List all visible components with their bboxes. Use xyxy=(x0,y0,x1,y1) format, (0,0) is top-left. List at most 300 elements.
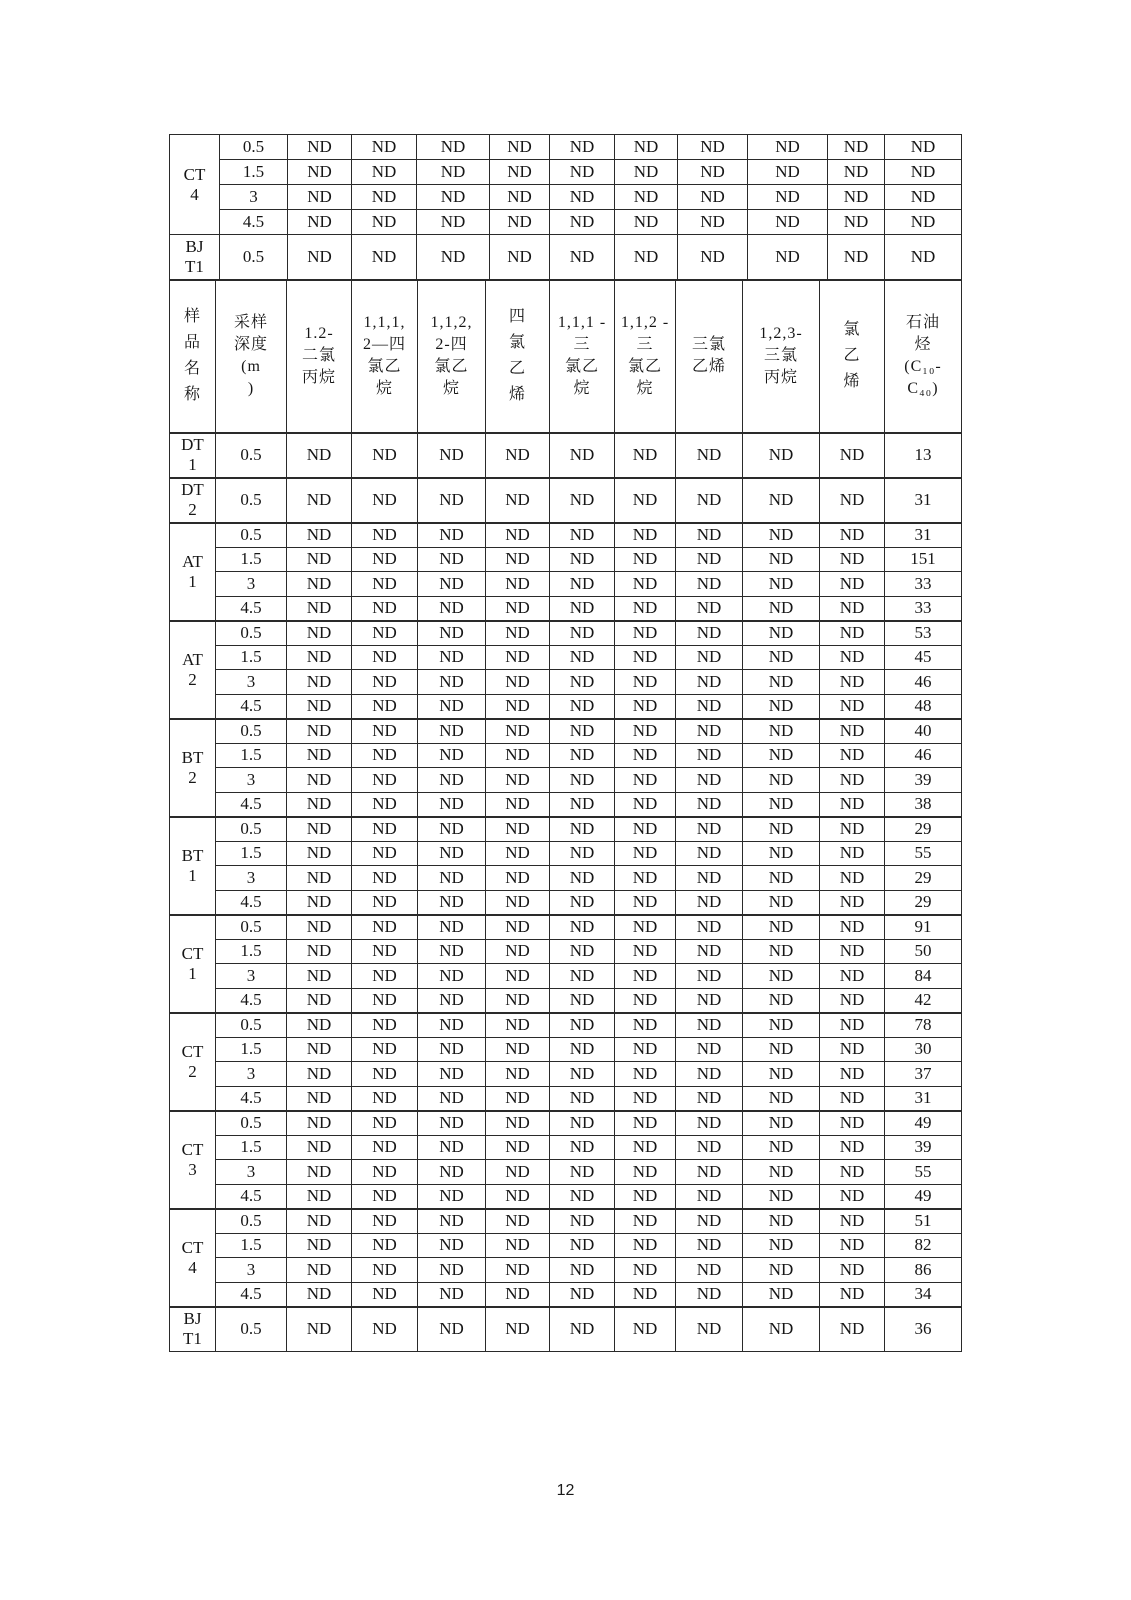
nd-value-cell: ND xyxy=(486,841,550,866)
nd-value-cell: ND xyxy=(486,1233,550,1258)
nd-value-cell: ND xyxy=(820,433,885,478)
nd-value-cell: ND xyxy=(820,694,885,719)
nd-value-cell: ND xyxy=(287,1307,352,1352)
nd-value-cell: ND xyxy=(418,915,486,940)
nd-value-cell: ND xyxy=(418,1258,486,1283)
nd-value-cell: ND xyxy=(418,792,486,817)
cell-line: 称 xyxy=(183,386,201,404)
nd-value-cell: ND xyxy=(287,547,352,572)
nd-value-cell: ND xyxy=(743,1037,820,1062)
nd-value-cell: ND xyxy=(352,841,418,866)
analyte-header-6 xyxy=(615,281,676,433)
analyte-header-7 xyxy=(676,281,743,433)
depth-cell: 4.5 xyxy=(216,1086,287,1111)
nd-value-cell: ND xyxy=(486,621,550,646)
cell-line: (C₁₀- xyxy=(904,358,942,376)
depth-cell: 1.5 xyxy=(216,841,287,866)
cell-line: 氯乙 xyxy=(564,358,599,376)
nd-value-cell: ND xyxy=(676,433,743,478)
nd-value-cell: ND xyxy=(820,964,885,989)
tables-region xyxy=(169,134,964,1352)
nd-value-cell: ND xyxy=(676,1160,743,1185)
nd-value-cell: ND xyxy=(615,670,676,695)
petroleum-value-cell: 55 xyxy=(885,841,962,866)
cell-line: 烯 xyxy=(508,386,526,404)
nd-value-cell: ND xyxy=(352,890,418,915)
nd-value-cell: ND xyxy=(820,1184,885,1209)
analyte-header-4 xyxy=(486,281,550,433)
sample-group xyxy=(170,915,962,1013)
cell-line: DT xyxy=(181,480,204,499)
nd-value-cell: ND xyxy=(486,523,550,548)
nd-value-cell: ND xyxy=(820,1111,885,1136)
nd-value-cell: ND xyxy=(615,1258,676,1283)
table-row xyxy=(170,890,962,915)
cell-line: 2 xyxy=(188,1061,197,1081)
table-row xyxy=(170,547,962,572)
cell-line: 1,1,2, xyxy=(430,314,473,332)
nd-value-cell: ND xyxy=(352,1307,418,1352)
nd-value-cell: ND xyxy=(676,939,743,964)
table-row xyxy=(170,1184,962,1209)
nd-value-cell: ND xyxy=(678,135,748,160)
petroleum-value-cell: 36 xyxy=(885,1307,962,1352)
petroleum-value-cell: 91 xyxy=(885,915,962,940)
nd-value-cell: ND xyxy=(820,1307,885,1352)
nd-value-cell: ND xyxy=(486,964,550,989)
nd-value-cell: ND xyxy=(287,1282,352,1307)
depth-cell: 0.5 xyxy=(216,817,287,842)
table-row xyxy=(170,1209,962,1234)
cell-line: CT xyxy=(181,1041,204,1061)
nd-value-cell: ND xyxy=(550,160,615,185)
nd-value-cell: ND xyxy=(550,964,615,989)
cell-line: 1,1,1, xyxy=(363,314,406,332)
nd-value-cell: ND xyxy=(287,694,352,719)
nd-value-cell: ND xyxy=(486,670,550,695)
nd-value-cell: ND xyxy=(418,743,486,768)
table-row xyxy=(170,1160,962,1185)
cell-line: CT xyxy=(181,1139,204,1159)
nd-value-cell: ND xyxy=(743,1233,820,1258)
nd-value-cell: ND xyxy=(287,841,352,866)
nd-value-cell: ND xyxy=(820,523,885,548)
nd-value-cell: ND xyxy=(418,841,486,866)
nd-value-cell: ND xyxy=(820,768,885,793)
nd-value-cell: ND xyxy=(743,866,820,891)
sample-name-cell xyxy=(170,235,220,280)
nd-value-cell: ND xyxy=(550,1062,615,1087)
nd-value-cell: ND xyxy=(550,890,615,915)
nd-value-cell: ND xyxy=(743,1307,820,1352)
nd-value-cell: ND xyxy=(615,185,678,210)
nd-value-cell: ND xyxy=(828,135,885,160)
nd-value-cell: ND xyxy=(615,792,676,817)
nd-value-cell: ND xyxy=(615,1013,676,1038)
cell-line: 2-四 xyxy=(435,336,468,354)
nd-value-cell: ND xyxy=(743,645,820,670)
nd-value-cell: ND xyxy=(418,1037,486,1062)
nd-value-cell: ND xyxy=(287,1135,352,1160)
petroleum-value-cell: 37 xyxy=(885,1062,962,1087)
nd-value-cell: ND xyxy=(676,478,743,523)
petroleum-value-cell: 29 xyxy=(885,817,962,842)
nd-value-cell: ND xyxy=(550,433,615,478)
nd-value-cell: ND xyxy=(352,939,418,964)
petroleum-value-cell: 55 xyxy=(885,1160,962,1185)
nd-value-cell: ND xyxy=(352,817,418,842)
nd-value-cell: ND xyxy=(287,915,352,940)
nd-value-cell: ND xyxy=(486,1086,550,1111)
nd-value-cell: ND xyxy=(550,1086,615,1111)
petroleum-value-cell: 39 xyxy=(885,768,962,793)
table-row xyxy=(170,1307,962,1352)
nd-value-cell: ND xyxy=(287,939,352,964)
cell-line: AT xyxy=(182,649,203,669)
table-row xyxy=(170,988,962,1013)
nd-value-cell: ND xyxy=(486,596,550,621)
cell-line: 氯乙 xyxy=(627,358,662,376)
sample-group xyxy=(170,1307,962,1352)
nd-value-cell: ND xyxy=(550,645,615,670)
cell-line: 名 xyxy=(183,360,201,378)
depth-cell: 1.5 xyxy=(216,939,287,964)
nd-value-cell: ND xyxy=(820,1233,885,1258)
nd-value-cell: ND xyxy=(352,694,418,719)
nd-value-cell: ND xyxy=(490,210,550,235)
nd-value-cell: ND xyxy=(287,572,352,597)
nd-value-cell: ND xyxy=(550,1282,615,1307)
nd-value-cell: ND xyxy=(287,890,352,915)
nd-value-cell: ND xyxy=(418,1111,486,1136)
nd-value-cell: ND xyxy=(820,915,885,940)
nd-value-cell: ND xyxy=(550,478,615,523)
nd-value-cell: ND xyxy=(352,719,418,744)
nd-value-cell: ND xyxy=(743,1160,820,1185)
depth-cell: 3 xyxy=(216,964,287,989)
table-row xyxy=(170,866,962,891)
depth-cell: 4.5 xyxy=(216,890,287,915)
nd-value-cell: ND xyxy=(743,890,820,915)
cell-line: 1,1,2 - xyxy=(620,314,670,332)
cell-line: 三氯 xyxy=(691,336,726,354)
nd-value-cell: ND xyxy=(615,817,676,842)
nd-value-cell: ND xyxy=(550,1111,615,1136)
nd-value-cell: ND xyxy=(550,743,615,768)
nd-value-cell: ND xyxy=(486,1258,550,1283)
sampling-depth-header xyxy=(216,281,287,433)
nd-value-cell: ND xyxy=(615,1209,676,1234)
sample-group xyxy=(170,235,962,280)
sample-name-header xyxy=(170,281,216,433)
nd-value-cell: ND xyxy=(550,135,615,160)
nd-value-cell: ND xyxy=(550,939,615,964)
nd-value-cell: ND xyxy=(615,1135,676,1160)
cell-line: 2 xyxy=(188,767,197,787)
nd-value-cell: ND xyxy=(820,670,885,695)
nd-value-cell: ND xyxy=(615,964,676,989)
petroleum-value-cell: 29 xyxy=(885,866,962,891)
nd-value-cell: ND xyxy=(743,1184,820,1209)
table-row xyxy=(170,185,962,210)
nd-value-cell: ND xyxy=(417,235,490,280)
sample-name-cell xyxy=(170,621,216,719)
sample-group xyxy=(170,1013,962,1111)
nd-value-cell: ND xyxy=(885,185,962,210)
nd-value-cell: ND xyxy=(352,1282,418,1307)
sample-name-cell xyxy=(170,523,216,621)
depth-cell: 0.5 xyxy=(216,621,287,646)
nd-value-cell: ND xyxy=(615,719,676,744)
nd-value-cell: ND xyxy=(676,964,743,989)
nd-value-cell: ND xyxy=(820,743,885,768)
nd-value-cell: ND xyxy=(676,841,743,866)
nd-value-cell: ND xyxy=(748,210,828,235)
depth-cell: 0.5 xyxy=(216,433,287,478)
nd-value-cell: ND xyxy=(748,160,828,185)
nd-value-cell: ND xyxy=(676,768,743,793)
nd-value-cell: ND xyxy=(550,1233,615,1258)
nd-value-cell: ND xyxy=(820,988,885,1013)
nd-value-cell: ND xyxy=(418,523,486,548)
depth-cell: 1.5 xyxy=(216,743,287,768)
depth-cell: 4.5 xyxy=(216,1282,287,1307)
table-row xyxy=(170,670,962,695)
petroleum-value-cell: 86 xyxy=(885,1258,962,1283)
nd-value-cell: ND xyxy=(550,719,615,744)
nd-value-cell: ND xyxy=(287,1233,352,1258)
nd-value-cell: ND xyxy=(615,547,676,572)
nd-value-cell: ND xyxy=(615,572,676,597)
petroleum-value-cell: 31 xyxy=(885,1086,962,1111)
nd-value-cell: ND xyxy=(550,841,615,866)
nd-value-cell: ND xyxy=(743,433,820,478)
nd-value-cell: ND xyxy=(418,694,486,719)
nd-value-cell: ND xyxy=(820,792,885,817)
nd-value-cell: ND xyxy=(743,670,820,695)
nd-value-cell: ND xyxy=(486,1037,550,1062)
nd-value-cell: ND xyxy=(288,185,352,210)
petroleum-value-cell: 45 xyxy=(885,645,962,670)
depth-cell: 3 xyxy=(216,1160,287,1185)
petroleum-value-cell: 48 xyxy=(885,694,962,719)
petroleum-value-cell: 42 xyxy=(885,988,962,1013)
cell-line: T1 xyxy=(183,1329,202,1349)
nd-value-cell: ND xyxy=(743,547,820,572)
sample-group xyxy=(170,478,962,523)
depth-cell: 3 xyxy=(216,768,287,793)
nd-value-cell: ND xyxy=(352,596,418,621)
nd-value-cell: ND xyxy=(820,939,885,964)
nd-value-cell: ND xyxy=(486,1135,550,1160)
table-row xyxy=(170,523,962,548)
nd-value-cell: ND xyxy=(352,1111,418,1136)
nd-value-cell: ND xyxy=(287,1209,352,1234)
nd-value-cell: ND xyxy=(418,433,486,478)
cell-line: 4 xyxy=(188,1257,197,1277)
soil-sample-results-table xyxy=(169,280,962,1352)
nd-value-cell: ND xyxy=(352,1062,418,1087)
nd-value-cell: ND xyxy=(288,160,352,185)
nd-value-cell: ND xyxy=(676,1135,743,1160)
nd-value-cell: ND xyxy=(418,964,486,989)
sample-group xyxy=(170,1209,962,1307)
nd-value-cell: ND xyxy=(418,1307,486,1352)
nd-value-cell: ND xyxy=(486,433,550,478)
table-row xyxy=(170,160,962,185)
table-row xyxy=(170,478,962,523)
nd-value-cell: ND xyxy=(287,1013,352,1038)
nd-value-cell: ND xyxy=(287,1062,352,1087)
nd-value-cell: ND xyxy=(550,210,615,235)
nd-value-cell: ND xyxy=(352,621,418,646)
table-row xyxy=(170,915,962,940)
nd-value-cell: ND xyxy=(820,890,885,915)
cell-line: 氯 xyxy=(843,321,861,339)
analyte-header-3 xyxy=(418,281,486,433)
nd-value-cell: ND xyxy=(418,670,486,695)
nd-value-cell: ND xyxy=(743,768,820,793)
nd-value-cell: ND xyxy=(615,939,676,964)
petroleum-value-cell: 31 xyxy=(885,523,962,548)
table-row xyxy=(170,768,962,793)
nd-value-cell: ND xyxy=(820,596,885,621)
nd-value-cell: ND xyxy=(615,523,676,548)
nd-value-cell: ND xyxy=(352,792,418,817)
depth-cell: 1.5 xyxy=(216,1233,287,1258)
table-row xyxy=(170,235,962,280)
nd-value-cell: ND xyxy=(615,1062,676,1087)
nd-value-cell: ND xyxy=(352,572,418,597)
depth-cell: 3 xyxy=(216,670,287,695)
nd-value-cell: ND xyxy=(820,1209,885,1234)
cell-line: 三 xyxy=(573,336,591,354)
sample-name-cell xyxy=(170,1209,216,1307)
nd-value-cell: ND xyxy=(352,915,418,940)
cell-line: 样 xyxy=(183,308,201,326)
sample-group xyxy=(170,719,962,817)
nd-value-cell: ND xyxy=(820,719,885,744)
table-row xyxy=(170,964,962,989)
nd-value-cell: ND xyxy=(287,1184,352,1209)
nd-value-cell: ND xyxy=(678,160,748,185)
nd-value-cell: ND xyxy=(486,645,550,670)
nd-value-cell: ND xyxy=(550,1037,615,1062)
cell-line: BJ xyxy=(183,1309,202,1329)
depth-cell: 0.5 xyxy=(216,1209,287,1234)
cell-line: CT xyxy=(183,164,206,184)
cell-line: 烷 xyxy=(636,380,654,398)
nd-value-cell: ND xyxy=(486,1209,550,1234)
cell-line: BT xyxy=(181,845,204,865)
nd-value-cell: ND xyxy=(820,645,885,670)
nd-value-cell: ND xyxy=(287,817,352,842)
nd-value-cell: ND xyxy=(820,1062,885,1087)
depth-cell: 4.5 xyxy=(216,596,287,621)
nd-value-cell: ND xyxy=(678,210,748,235)
nd-value-cell: ND xyxy=(352,1135,418,1160)
petroleum-value-cell: 84 xyxy=(885,964,962,989)
nd-value-cell: ND xyxy=(743,621,820,646)
nd-value-cell: ND xyxy=(352,185,417,210)
nd-value-cell: ND xyxy=(743,694,820,719)
petroleum-value-cell: 33 xyxy=(885,596,962,621)
sample-name-cell xyxy=(170,1307,216,1352)
sample-group xyxy=(170,135,962,235)
nd-value-cell: ND xyxy=(743,1111,820,1136)
nd-value-cell: ND xyxy=(486,792,550,817)
table-row xyxy=(170,817,962,842)
petroleum-value-cell: 51 xyxy=(885,1209,962,1234)
nd-value-cell: ND xyxy=(820,1282,885,1307)
cell-line: DT xyxy=(181,435,204,454)
nd-value-cell: ND xyxy=(676,1037,743,1062)
nd-value-cell: ND xyxy=(287,866,352,891)
table-row xyxy=(170,1013,962,1038)
analyte-header-9 xyxy=(820,281,885,433)
nd-value-cell: ND xyxy=(550,866,615,891)
nd-value-cell: ND xyxy=(417,210,490,235)
analyte-header-8 xyxy=(743,281,820,433)
nd-value-cell: ND xyxy=(352,478,418,523)
nd-value-cell: ND xyxy=(486,939,550,964)
cell-line: C₄₀) xyxy=(907,380,939,398)
nd-value-cell: ND xyxy=(743,841,820,866)
cell-line: 烃 xyxy=(914,336,932,354)
table-row xyxy=(170,433,962,478)
depth-cell: 0.5 xyxy=(220,135,288,160)
nd-value-cell: ND xyxy=(490,135,550,160)
nd-value-cell: ND xyxy=(486,694,550,719)
nd-value-cell: ND xyxy=(486,915,550,940)
nd-value-cell: ND xyxy=(287,768,352,793)
petroleum-value-cell: 49 xyxy=(885,1111,962,1136)
petroleum-value-cell: 46 xyxy=(885,743,962,768)
nd-value-cell: ND xyxy=(550,1135,615,1160)
nd-value-cell: ND xyxy=(615,645,676,670)
cell-line: 氯 xyxy=(508,334,526,352)
nd-value-cell: ND xyxy=(486,719,550,744)
nd-value-cell: ND xyxy=(676,1258,743,1283)
depth-cell: 0.5 xyxy=(216,1111,287,1136)
depth-cell: 3 xyxy=(220,185,288,210)
petroleum-value-cell: 34 xyxy=(885,1282,962,1307)
table-row xyxy=(170,939,962,964)
header-row xyxy=(170,281,962,433)
sample-name-cell xyxy=(170,719,216,817)
nd-value-cell: ND xyxy=(743,988,820,1013)
nd-value-cell: ND xyxy=(676,670,743,695)
nd-value-cell: ND xyxy=(418,478,486,523)
nd-value-cell: ND xyxy=(352,866,418,891)
nd-value-cell: ND xyxy=(287,743,352,768)
nd-value-cell: ND xyxy=(676,1184,743,1209)
depth-cell: 0.5 xyxy=(216,478,287,523)
cell-line: 四 xyxy=(508,308,526,326)
nd-value-cell: ND xyxy=(828,210,885,235)
cell-line: BT xyxy=(181,747,204,767)
nd-value-cell: ND xyxy=(486,866,550,891)
nd-value-cell: ND xyxy=(287,523,352,548)
nd-value-cell: ND xyxy=(615,694,676,719)
nd-value-cell: ND xyxy=(743,1062,820,1087)
table-row xyxy=(170,1258,962,1283)
depth-cell: 0.5 xyxy=(216,719,287,744)
nd-value-cell: ND xyxy=(352,523,418,548)
nd-value-cell: ND xyxy=(615,160,678,185)
nd-value-cell: ND xyxy=(676,792,743,817)
table-row xyxy=(170,1233,962,1258)
